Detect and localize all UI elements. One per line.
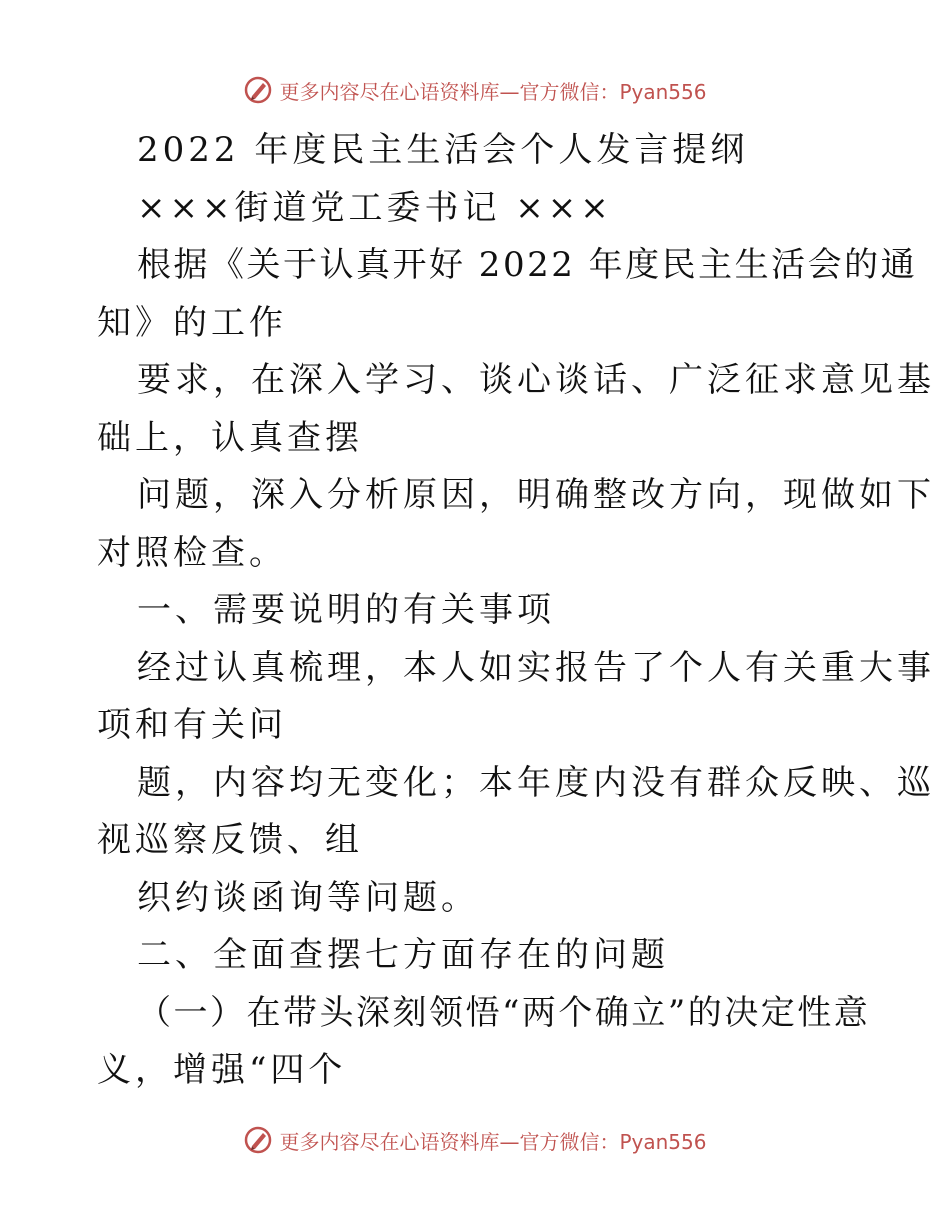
watermark-header	[0, 70, 950, 110]
paragraph-line: 织约谈函询等问题。	[137, 877, 479, 918]
author-line: ×××街道党工委书记 ×××	[137, 187, 613, 228]
paragraph-line: 础上，认真查摆	[97, 417, 363, 458]
subsection-heading: （一）在带头深刻领悟“两个确立”的决定性意	[137, 992, 871, 1033]
watermark-text: 更多内容尽在心语资料库—官方微信：Pyan556	[279, 79, 707, 104]
paragraph-line: 义，增强“四个	[97, 1050, 347, 1090]
watermark-footer	[0, 1120, 950, 1160]
document-title: 2022 年度民主生活会个人发言提纲	[137, 130, 749, 170]
document-body	[97, 122, 935, 1100]
paragraph-line: 知》的工作	[97, 302, 287, 343]
paragraph-line: 题，内容均无变化；本年度内没有群众反映、巡	[137, 762, 935, 803]
paragraph-line: 经过认真梳理，本人如实报告了个人有关重大事	[137, 647, 935, 688]
paragraph-line: 根据《关于认真开好 2022 年度民主生活会的通	[137, 245, 918, 285]
paragraph-line: 项和有关问	[97, 705, 287, 745]
section-heading: 一、需要说明的有关事项	[137, 590, 555, 630]
pen-logo-icon	[243, 1125, 273, 1155]
paragraph-line: 对照检查。	[97, 532, 287, 573]
paragraph-line: 要求，在深入学习、谈心谈话、广泛征求意见基	[137, 360, 935, 400]
section-heading: 二、全面查摆七方面存在的问题	[137, 935, 669, 975]
paragraph-line: 视巡察反馈、组	[97, 820, 363, 860]
watermark-text: 更多内容尽在心语资料库—官方微信：Pyan556	[279, 1129, 707, 1154]
paragraph-line: 问题，深入分析原因，明确整改方向，现做如下	[137, 475, 935, 515]
pen-logo-icon	[243, 75, 273, 105]
